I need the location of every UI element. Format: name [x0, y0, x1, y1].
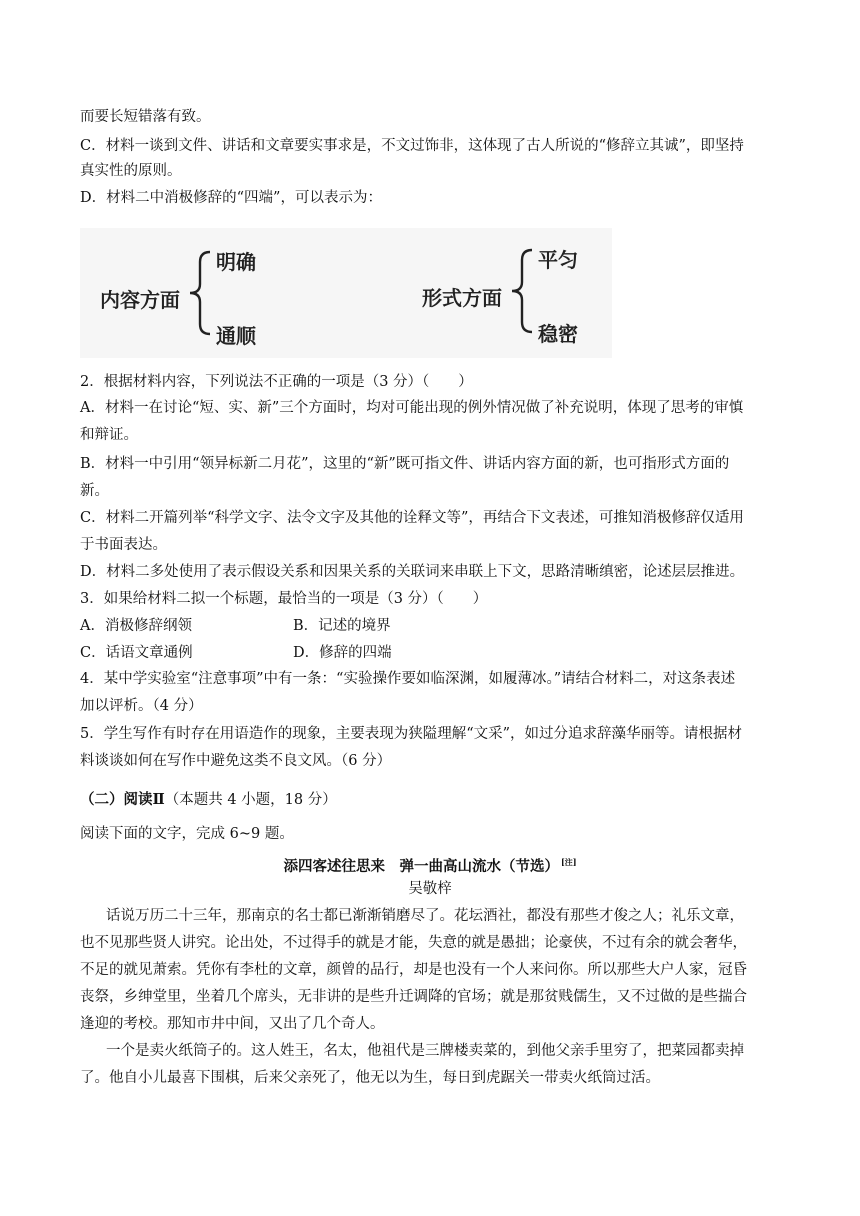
- q3-option-d: D．修辞的四端: [293, 645, 392, 661]
- section-heading: [80, 791, 337, 809]
- diagram-right-top: 平匀: [538, 248, 578, 272]
- text-line: 而要长短错落有致。: [80, 109, 211, 125]
- diagram-right-group: 形式方面: [422, 286, 502, 310]
- q2-option-a-line-2: 和辩证。: [80, 427, 138, 443]
- left-brace-icon: [184, 248, 214, 338]
- four-ends-diagram: [80, 228, 612, 358]
- q2-option-d: D．材料二多处使用了表示假设关系和因果关系的关联词来串联上下文，思路清晰缜密，论述层层推进。: [80, 564, 745, 580]
- question-3: 3．如果给材料二拟一个标题，最恰当的一项是（3 分）（ ）: [80, 591, 488, 607]
- passage-p2-line-2: 了。他自小儿最喜下围棋，后来父亲死了，他无以为生，每日到虎踞关一带卖火纸筒过活。: [80, 1070, 660, 1086]
- question-5-line-1: 5．学生写作有时存在用语造作的现象，主要表现为狭隘理解“文采”，如过分追求辞藻华丽等。请根据材: [80, 726, 743, 742]
- section-heading-detail: （本题共 4 小题，18 分）: [164, 792, 337, 808]
- option-c-line-2: 真实性的原则。: [80, 163, 182, 179]
- q3-option-a: A．消极修辞纲领: [80, 618, 192, 634]
- diagram-left-top: 明确: [216, 250, 256, 274]
- passage-p1-line-4: 丧祭，乡绅堂里，坐着几个席头，无非讲的是些升迁调降的官场；就是那贫贱儒生，又不过做的是些揣合: [80, 989, 747, 1005]
- passage-p1-line-3: 不足的就见萧索。凭你有李杜的文章，颜曾的品行，却是也没有一个人来问你。所以那些大户人家，冠昏: [80, 962, 747, 978]
- passage-title-text: 添四客述往思来 弹一曲高山流水（节选）: [283, 857, 559, 875]
- q2-option-b-line-2: 新。: [80, 483, 109, 499]
- passage-p1-line-1: 话说万历二十三年，那南京的名士都已渐渐销磨尽了。花坛酒社，都没有那些才俊之人；礼乐文章，: [106, 908, 744, 924]
- q2-option-c-line-1: C．材料二开篇列举“科学文字、法令文字及其他的诠释文等”，再结合下文表述，可推知消极修辞仅适用: [80, 510, 744, 526]
- section-heading-label: （二）阅读Ⅱ: [80, 791, 165, 808]
- diagram-right-bottom: 稳密: [538, 322, 578, 346]
- passage-author: 吴敬梓: [408, 881, 452, 897]
- question-4-line-2: 加以评析。（4 分）: [80, 698, 203, 714]
- diagram-left-bottom: 通顺: [216, 324, 256, 348]
- q2-option-c-line-2: 于书面表达。: [80, 537, 167, 553]
- q3-option-b: B．记述的境界: [293, 618, 391, 634]
- q2-option-b-line-1: B．材料一中引用“领异标新二月花”，这里的“新”既可指文件、讲话内容方面的新，也可指形式方面的: [80, 456, 730, 472]
- diagram-left-group: 内容方面: [100, 288, 180, 312]
- question-5-line-2: 料谈谈如何在写作中避免这类不良文风。（6 分）: [80, 753, 392, 769]
- reading-instruction: 阅读下面的文字，完成 6~9 题。: [80, 826, 294, 842]
- question-2: 2．根据材料内容，下列说法不正确的一项是（3 分）（ ）: [80, 374, 473, 390]
- passage-p1-line-2: 也不见那些贤人讲究。论出处，不过得手的就是才能，失意的就是愚拙；论豪侠，不过有余的就会奢华，: [80, 935, 747, 951]
- right-brace-icon: [506, 246, 536, 336]
- passage-p2-line-1: 一个是卖火纸筒子的。这人姓王，名太，他祖代是三牌楼卖菜的，到他父亲手里穷了，把菜园都卖掉: [106, 1043, 744, 1059]
- q3-option-c: C．话语文章通例: [80, 645, 193, 661]
- q2-option-a-line-1: A．材料一在讨论“短、实、新”三个方面时，均对可能出现的例外情况做了补充说明，体现了思考的审慎: [80, 400, 744, 416]
- option-d-line: D．材料二中消极修辞的“四端”，可以表示为：: [80, 190, 382, 206]
- option-c-line-1: C．材料一谈到文件、讲话和文章要实事求是，不文过饰非，这体现了古人所说的“修辞立其诚”，即坚持: [80, 138, 744, 154]
- passage-title: [0, 853, 860, 876]
- question-4-line-1: 4．某中学实验室“注意事项”中有一条：“实验操作要如临深渊，如履薄冰。”请结合材料二，对这条表述: [80, 671, 736, 687]
- title-footnote-marker: [注]: [560, 857, 577, 867]
- passage-p1-line-5: 逢迎的考校。那知市井中间，又出了几个奇人。: [80, 1016, 385, 1032]
